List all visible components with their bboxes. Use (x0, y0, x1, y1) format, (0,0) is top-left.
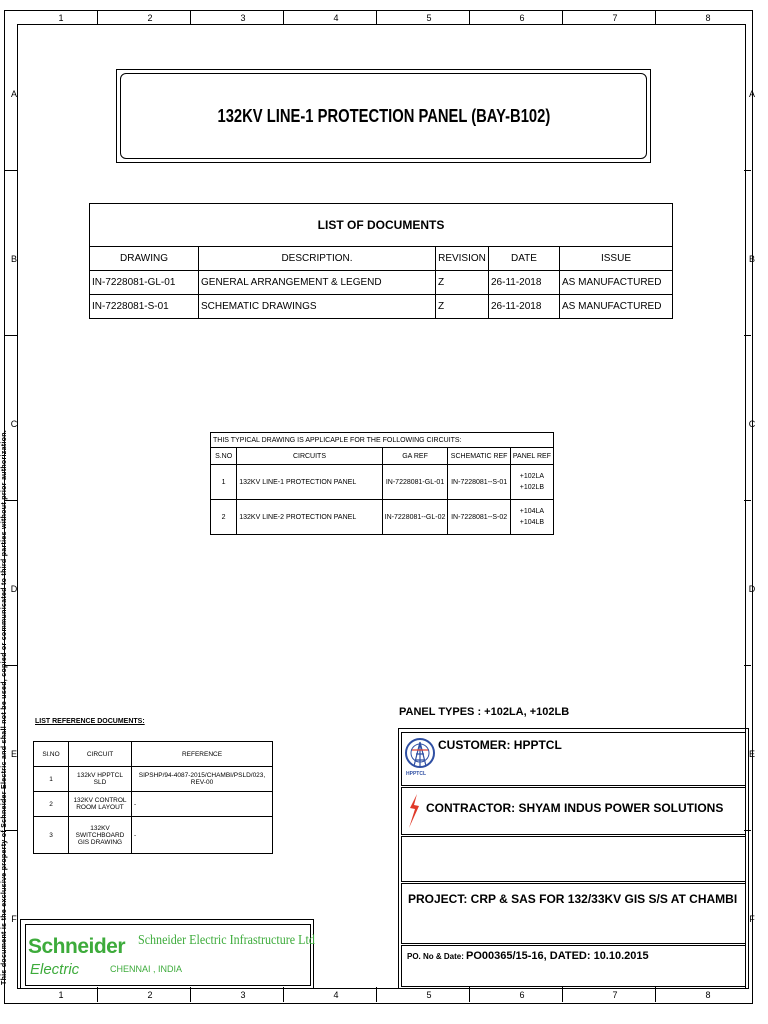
zone-row-e-right: E (748, 749, 755, 759)
table-row (90, 295, 673, 319)
zone-col-4: 4 (333, 13, 339, 23)
company-block (20, 919, 314, 989)
cell-issue: AS MANUFACTURED (560, 295, 673, 319)
cell-reference: SIPSHP/94-4087-2015/CHAMBI/PSLD/023, REV-00 (132, 767, 273, 792)
reference-caption: LIST REFERENCE DOCUMENTS: (35, 718, 145, 725)
table-row (34, 767, 273, 792)
header-drawing: DRAWING (90, 247, 199, 271)
header-date: DATE (489, 247, 560, 271)
cell-panel-ref (510, 500, 553, 535)
cell-date: 26-11-2018 (489, 295, 560, 319)
table-row (90, 271, 673, 295)
zone-col-8: 8 (705, 13, 711, 23)
panel-ref-a: +104LA (519, 508, 545, 515)
header-circuits: CIRCUITS (237, 448, 382, 465)
table-row (34, 817, 273, 854)
circuits-header-row (211, 448, 554, 465)
cell-ga-ref: IN-7228081--GL-02 (382, 500, 448, 535)
header-circuit: CIRCUIT (69, 742, 132, 767)
zone-col-1: 1 (58, 13, 64, 23)
zone-col-5: 5 (426, 13, 432, 23)
documents-caption: LIST OF DOCUMENTS (90, 204, 673, 247)
zone-col-1-bottom: 1 (58, 990, 64, 1000)
po-box (401, 945, 746, 987)
header-sno: S.NO (211, 448, 237, 465)
panel-ref-a: +102LA (519, 473, 545, 480)
shyam-logo-icon (405, 792, 423, 830)
cell-slno: 1 (34, 767, 69, 792)
schneider-logo-wordmark: Schneider (28, 935, 126, 958)
cell-slno: 2 (34, 792, 69, 817)
cell-schematic-ref: IN-7228081--S-02 (448, 500, 510, 535)
zone-row-a-right: A (748, 89, 755, 99)
reference-table (33, 741, 273, 854)
zone-row-b-right: B (748, 254, 755, 264)
zone-row-d-right: D (748, 584, 756, 594)
cell-revision: Z (436, 271, 489, 295)
zone-row-d: D (10, 584, 18, 594)
cell-ga-ref: IN-7228081-GL-01 (382, 465, 448, 500)
cell-date: 26-11-2018 (489, 271, 560, 295)
cell-revision: Z (436, 295, 489, 319)
zone-row-b: B (10, 254, 17, 264)
cell-schematic-ref: IN-7228081--S-01 (448, 465, 510, 500)
cell-circuit: 132KV LINE-2 PROTECTION PANEL (237, 500, 382, 535)
cell-sno: 2 (211, 500, 237, 535)
documents-header-row (90, 247, 673, 271)
zone-col-6-bottom: 6 (519, 990, 525, 1000)
cell-panel-ref (510, 465, 553, 500)
header-ga-ref: GA REF (382, 448, 448, 465)
po-label: PO. No & Date: (407, 952, 464, 961)
zone-col-7-bottom: 7 (612, 990, 618, 1000)
zone-col-3-bottom: 3 (240, 990, 246, 1000)
cell-reference: - (132, 792, 273, 817)
zone-col-5-bottom: 5 (426, 990, 432, 1000)
contractor-label: CONTRACTOR: SHYAM INDUS POWER SOLUTIONS (426, 801, 724, 815)
cell-description: SCHEMATIC DRAWINGS (199, 295, 436, 319)
project-label: PROJECT: CRP & SAS FOR 132/33KV GIS S/S AT CHAMBI (408, 892, 738, 906)
zone-col-2-bottom: 2 (147, 990, 153, 1000)
title-box (116, 69, 651, 163)
panel-types: PANEL TYPES : +102LA, +102LB (399, 706, 570, 718)
cell-slno: 3 (34, 817, 69, 854)
cell-circuit: 132KV SWITCHBOARD GIS DRAWING (69, 817, 132, 854)
cell-description: GENERAL ARRANGEMENT & LEGEND (199, 271, 436, 295)
zone-col-2: 2 (147, 13, 153, 23)
zone-col-8-bottom: 8 (705, 990, 711, 1000)
header-revision: REVISION (436, 247, 489, 271)
cell-sno: 1 (211, 465, 237, 500)
cell-issue: AS MANUFACTURED (560, 271, 673, 295)
zone-row-c: C (10, 419, 18, 429)
zone-row-e: E (10, 749, 17, 759)
drawing-title: 132KV LINE-1 PROTECTION PANEL (BAY-B102) (217, 105, 550, 126)
contractor-box (401, 787, 746, 835)
circuits-table (210, 432, 554, 535)
zone-row-f-right: F (749, 914, 755, 924)
customer-box (401, 732, 746, 786)
cell-circuit: 132KV LINE-1 PROTECTION PANEL (237, 465, 382, 500)
company-name: Schneider Electric Infrastructure Ltd (138, 933, 315, 948)
table-row (211, 465, 554, 500)
panel-ref-b: +102LB (519, 484, 545, 491)
header-reference: REFERENCE (132, 742, 273, 767)
electric-logo-wordmark: Electric (30, 961, 80, 978)
cell-reference: - (132, 817, 273, 854)
zone-col-6: 6 (519, 13, 525, 23)
cell-drawing: IN-7228081-GL-01 (90, 271, 199, 295)
zone-row-c-right: C (748, 419, 756, 429)
table-row (34, 792, 273, 817)
company-location: CHENNAI , INDIA (110, 964, 183, 974)
header-description: DESCRIPTION. (199, 247, 436, 271)
project-box (401, 883, 746, 944)
table-row (211, 500, 554, 535)
header-slno: Sl.NO (34, 742, 69, 767)
header-schematic-ref: SCHEMATIC REF (448, 448, 510, 465)
confidentiality-note: This document is the exclusive property of Schneider Electric and shall not be used, copied or communicated to third parties without prior authorization. (1, 429, 8, 985)
zone-col-7: 7 (612, 13, 618, 23)
cell-circuit: 132kV HPPTCL SLD (69, 767, 132, 792)
reference-header-row (34, 742, 273, 767)
documents-table (89, 203, 673, 319)
zone-row-f: F (11, 914, 17, 924)
cell-circuit: 132KV CONTROL ROOM LAYOUT (69, 792, 132, 817)
customer-label: CUSTOMER: HPPTCL (438, 738, 562, 752)
zone-col-3: 3 (240, 13, 246, 23)
zone-row-a: A (10, 89, 17, 99)
circuits-caption: THIS TYPICAL DRAWING IS APPLICAPLE FOR THE FOLLOWING CIRCUITS: (211, 433, 554, 448)
blank-box (401, 836, 746, 882)
header-issue: ISSUE (560, 247, 673, 271)
hpptcl-logo-text: HPPTCL (406, 771, 426, 777)
header-panel-ref: PANEL REF (510, 448, 553, 465)
panel-ref-b: +104LB (519, 519, 545, 526)
cell-drawing: IN-7228081-S-01 (90, 295, 199, 319)
po-value: PO00365/15-16, DATED: 10.10.2015 (466, 950, 649, 962)
zone-col-4-bottom: 4 (333, 990, 339, 1000)
